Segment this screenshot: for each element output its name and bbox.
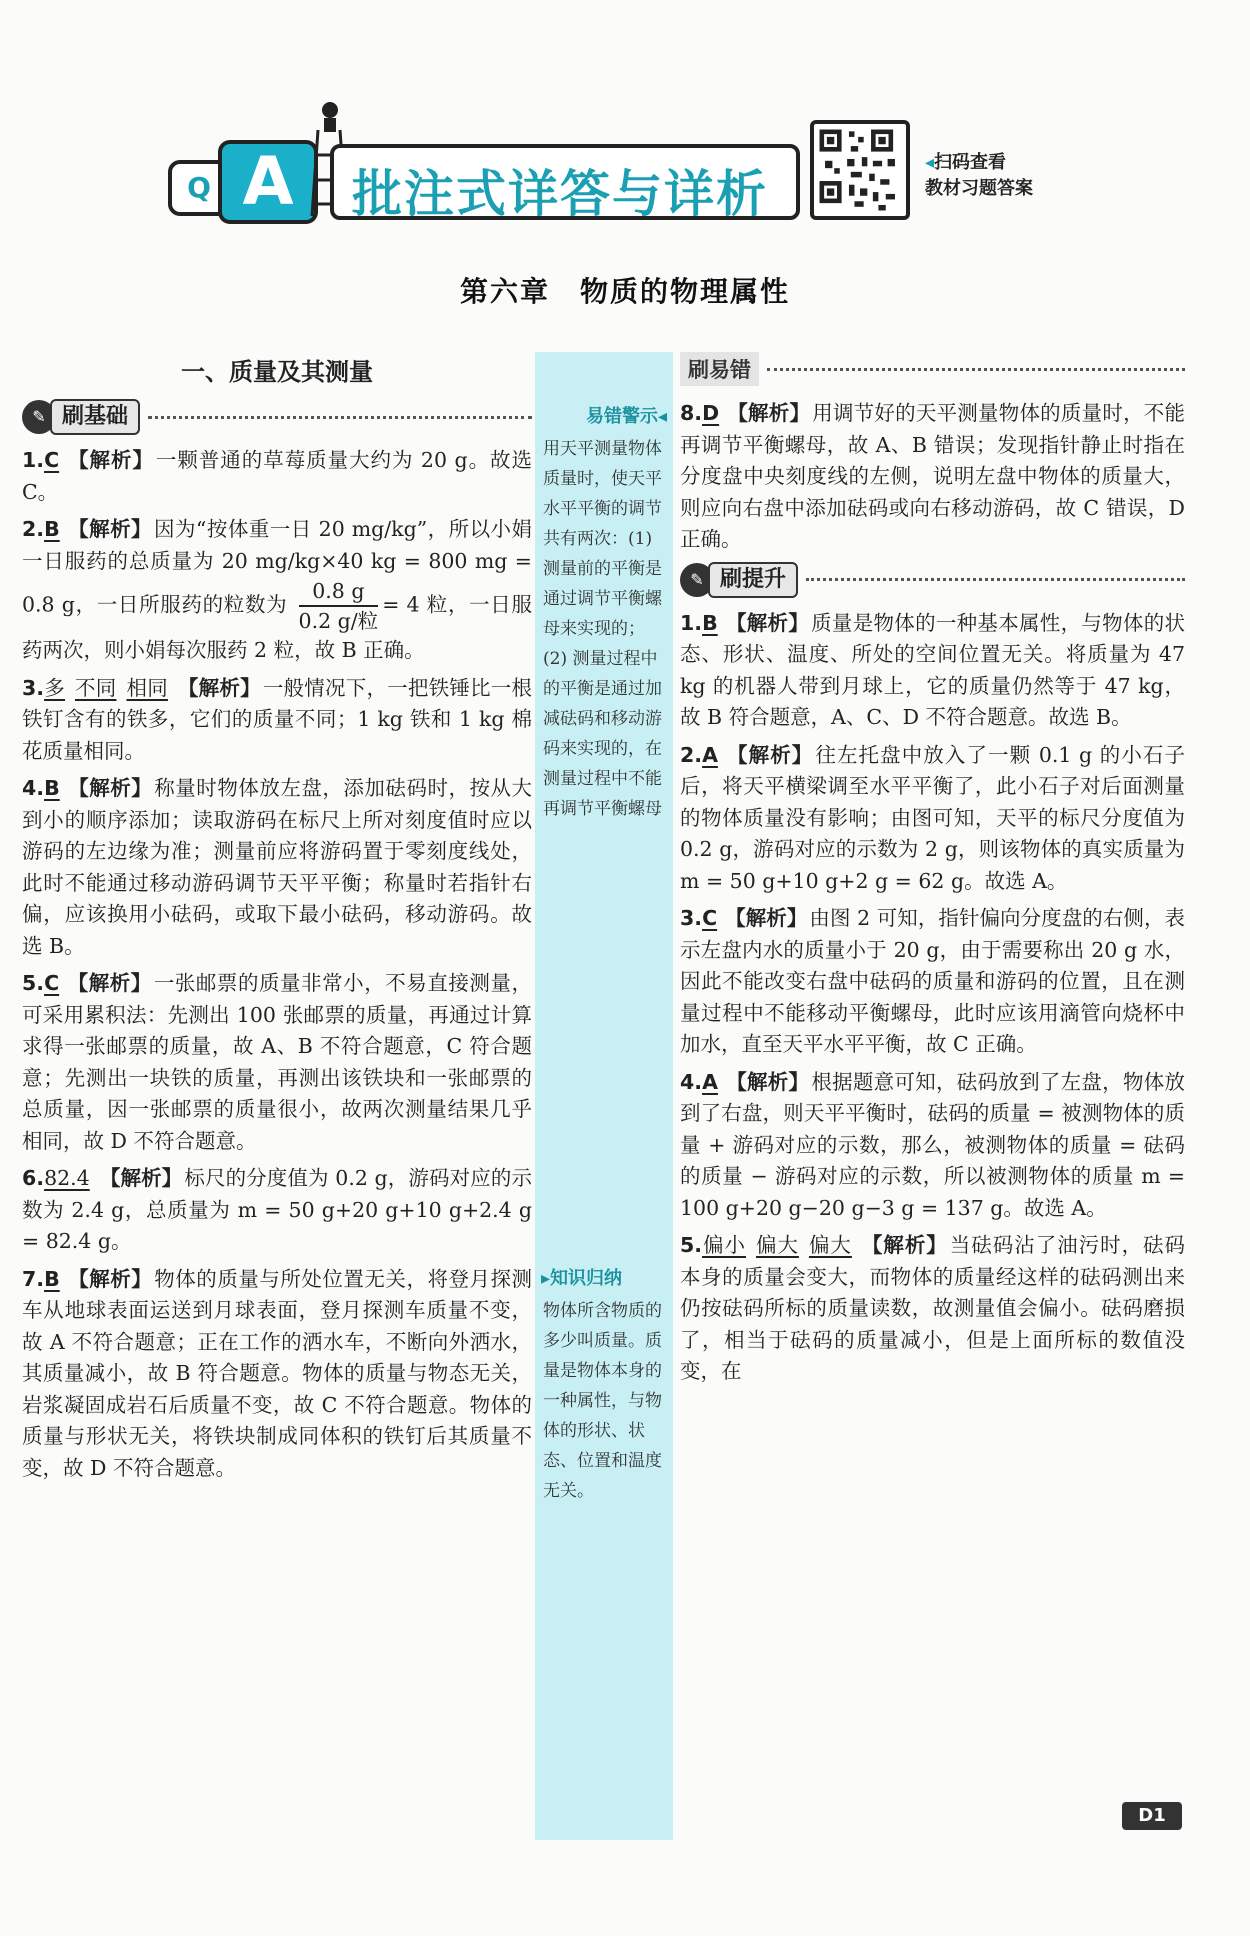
question-7: 7.B 【解析】物体的质量与所处位置无关，将登月探测车从地球表面运送到月球表面，登月探测车质量不变，故 A 不符合题意；正在工作的洒水车，不断向外洒水，其质量减小，故 B 符合题意。物体的质量与物态无关，岩浆凝固成岩石后质量不变，故 C 不符合题意。物体的质量与形状无关，将铁块制成同体积的铁钉后其质量不变，故 D 不符合题意。 (22, 1266, 533, 1480)
question-4: 4.B 【解析】称量时物体放左盘，添加砝码时，按从大到小的顺序添加；读取游码在标尺上所对刻度值时应以游码的左边缘为准；测量前应将游码置于零刻度线处，此时不能通过移动游码调节天平平衡；称量时若指针右偏，应该换用小砝码，或取下最小砝码，移动游码。故选 B。 (22, 776, 533, 958)
annotation-column (535, 352, 673, 1840)
question-2: 2.B 【解析】因为“按体重一日 20 mg/kg”，所以小娟一日服药的总质量为 20 mg/kg×40 kg = 800 mg = 0.8 g，一日所服药的粒数为 $\frac{0.8 g}{\text{0.2 g/粒}}$ = 4 粒，一日服药两次，则小娟每次服药 2 粒，故 B 正确。 (22, 517, 533, 662)
improve-question-4: 4.A 【解析】根据题意可知，砝码放到了左盘，物体放到了右盘，则天平平衡时，砝码的质量 = 被测物体的质量 + 游码对应的示数，那么，被测物体的质量 = 砝码的质量 − 游码对应的示数，所以被测物体的质量 m = 100 g+20 g−20 g−3 g = 137 g。故选 A。 (680, 1069, 1186, 1220)
right-column (680, 352, 1185, 1394)
tag-basic-label: 刷基础 (50, 399, 140, 435)
tag-error-label: 刷易错 (680, 352, 759, 386)
chapter-title: 第六章 物质的物理属性 (459, 275, 790, 308)
question-6: 6.82.4 【解析】标尺的分度值为 0.2 g，游码对应的示数为 2.4 g，总质量为 m = 50 g+20 g+10 g+2.4 g = 82.4 g。 (22, 1166, 533, 1253)
scan-line2: 教材习题答案 (925, 178, 1033, 199)
divider (148, 416, 532, 419)
note-error-text: 用天平测量物体质量时，使天平水平平衡的调节共有两次：(1) 测量前的平衡是通过调节平衡螺母来实现的；(2) 测量过程中的平衡是通过加减砝码和移动游码来实现的，在测量过程中不能再调节平衡螺母 (543, 439, 662, 819)
section-title: 一、质量及其测量 (181, 358, 373, 386)
fraction: $\frac{0.8 g}{\text{0.2 g/粒}}$ (298, 579, 379, 633)
header-banner (160, 100, 1060, 250)
brush-icon: ✎ (680, 563, 714, 597)
tag-basic (22, 399, 532, 435)
question-8: 8.D 【解析】用调节好的天平测量物体的质量时，不能再调节平衡螺母，故 A、B 错误；发现指针静止时指在分度盘中央刻度线的左侧，说明左盘中物体的质量大，则应向右盘中添加砝码或向右移动游码，故 C 错误，D 正确。 (680, 401, 1186, 551)
a-logo-bubble: A (218, 140, 318, 224)
arrow-right-icon: ▸ (541, 1268, 551, 1289)
scan-line1: 扫码查看 (934, 152, 1007, 173)
brush-icon: ✎ (22, 400, 56, 434)
arrow-left-icon: ◂ (925, 152, 935, 173)
question-3: 3.多 不同 相同 【解析】一般情况下，一把铁锤比一根铁钉含有的铁多，它们的质量不同；1 kg 铁和 1 kg 棉花质量相同。 (22, 675, 533, 763)
question-1: 1.C 【解析】一颗普通的草莓质量大约为 20 g。故选 C。 (22, 448, 532, 504)
tag-improve-label: 刷提升 (708, 562, 798, 598)
left-column (22, 352, 532, 1490)
divider (767, 368, 1185, 371)
arrow-left-icon: ◂ (657, 406, 667, 427)
scan-hint (925, 150, 1033, 202)
qr-code-icon[interactable] (810, 120, 910, 220)
title-bar (330, 144, 800, 223)
q-logo-bubble: Q (168, 160, 230, 216)
divider (806, 578, 1185, 581)
note-error-title: 易错警示◂ (585, 406, 667, 427)
page-title: 批注式详答与详析 (352, 165, 768, 223)
improve-question-1: 1.B 【解析】质量是物体的一种基本属性，与物体的状态、形状、温度、所处的空间位置无关。将质量为 47 kg 的机器人带到月球上，它的质量仍然等于 47 kg，故 B 符合题意，A、C、D 不符合题意。故选 B。 (680, 610, 1186, 729)
tag-error (680, 352, 1185, 386)
note-knowledge-text: 物体所含物质的多少叫质量。质量是物体本身的一种属性，与物体的形状、状态、位置和温度无关。 (543, 1301, 662, 1501)
note-knowledge-title: ▸知识归纳 (541, 1268, 623, 1289)
page-number: D1 (1122, 1802, 1182, 1830)
question-5: 5.C 【解析】一张邮票的质量非常小，不易直接测量，可采用累积法：先测出 100 张邮票的质量，再通过计算求得一张邮票的质量，故 A、B 不符合题意，C 符合题意；先测出一块铁的质量，再测出该铁块和一张邮票的总质量，因一张邮票的质量很小，故两次测量结果几乎相同，故 D 不符合题意。 (22, 971, 532, 1153)
improve-question-2: 2.A 【解析】往左托盘中放入了一颗 0.1 g 的小石子后，将天平横梁调至水平平衡了，此小石子对后面测量的物体质量没有影响；由图可知，天平的标尺分度值为 0.2 g，游码对应的示数为 2 g，则该物体的真实质量为 m = 50 g+10 g+2 g = 62 g。故选 A。 (680, 742, 1186, 893)
improve-question-5: 5.偏小 偏大 偏大 【解析】当砝码沾了油污时，砝码本身的质量会变大，而物体的质量经这样的砝码测出来仍按砝码所标的质量读数，故测量值会偏小。砝码磨损了，相当于砝码的质量减小，但是上面所标的数值没变，在 (680, 1233, 1186, 1383)
tag-improve (680, 562, 1185, 598)
improve-question-3: 3.C 【解析】由图 2 可知，指针偏向分度盘的右侧，表示左盘内水的质量小于 20 g，由于需要称出 20 g 水，因此不能改变右盘中砝码的质量和游码的位置，且在测量过程中不能移动平衡螺母，此时应该用滴管向烧杯中加水，直至天平水平平衡，故 C 正确。 (680, 906, 1186, 1056)
